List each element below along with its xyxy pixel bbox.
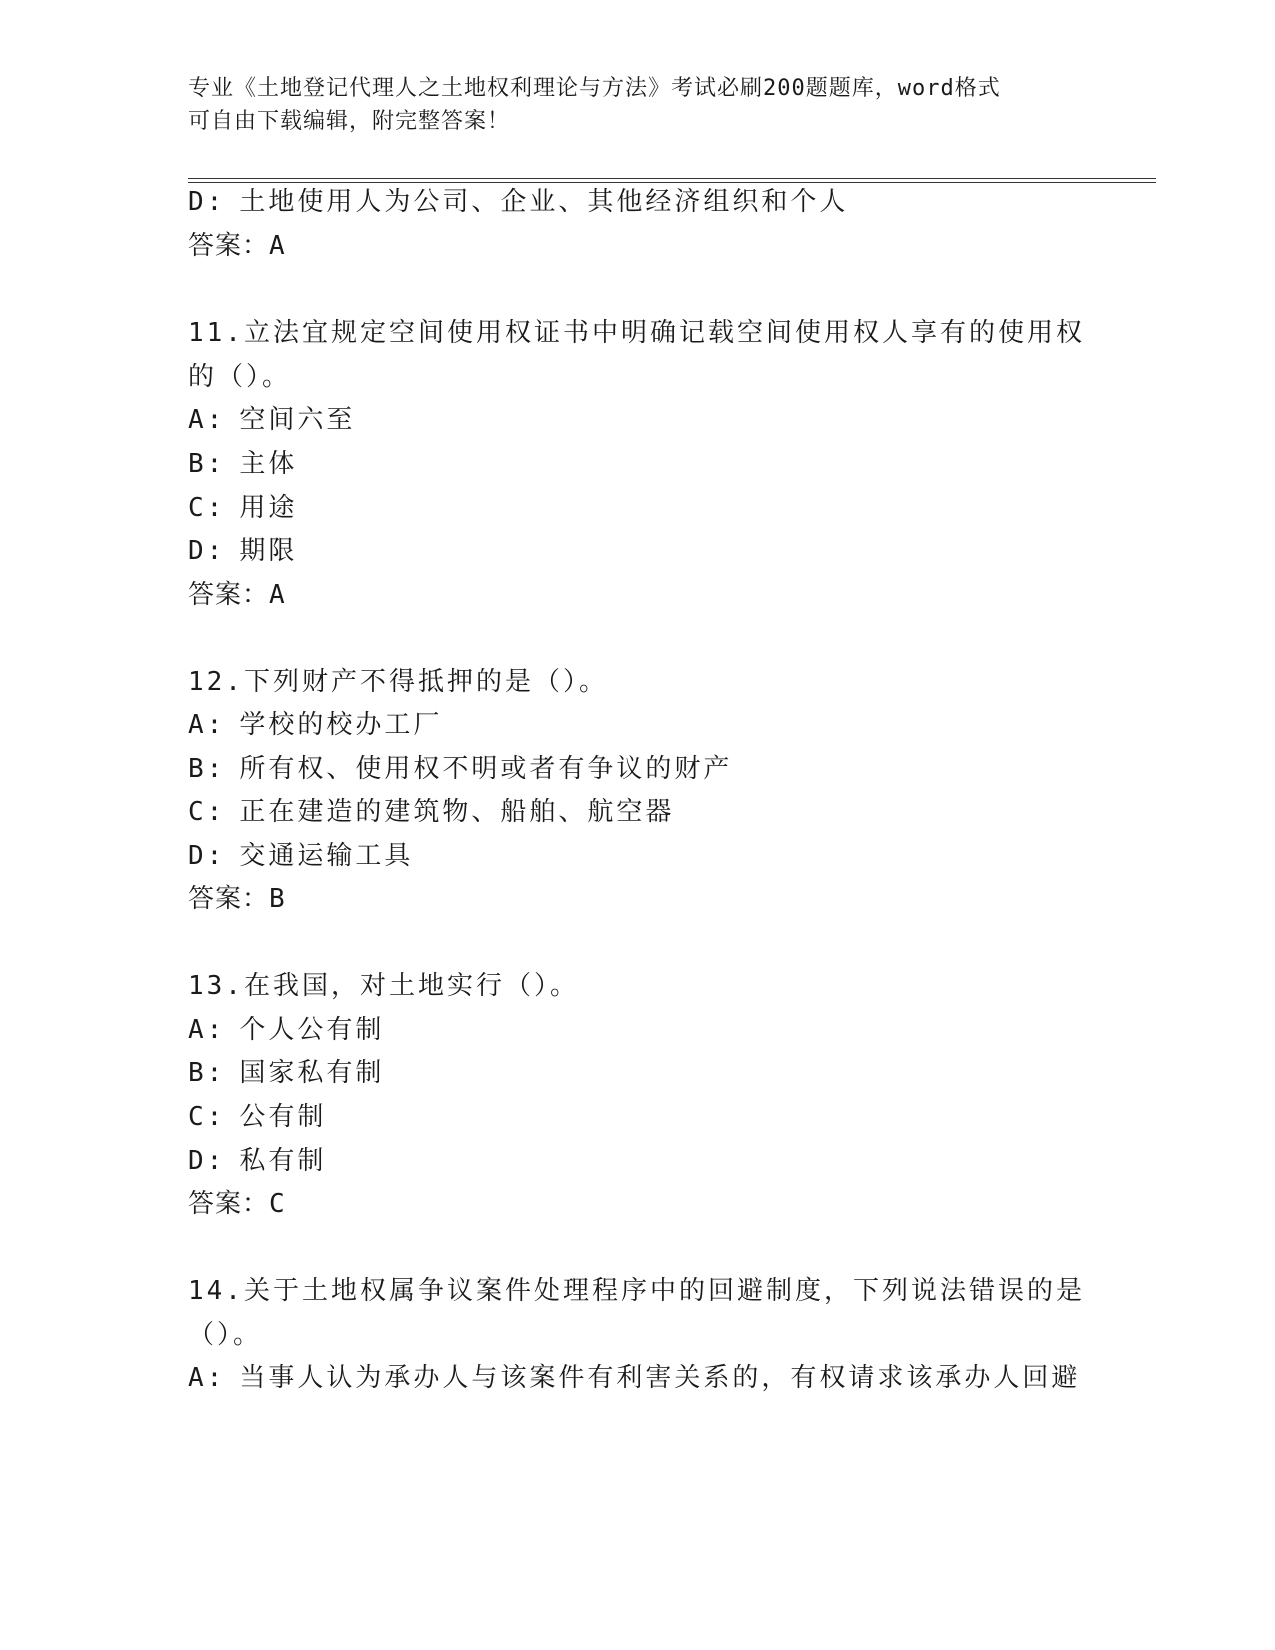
- answer-line: [188, 1189, 286, 1219]
- question-stem-continued: 的（）。: [188, 362, 292, 392]
- option-label: D:: [188, 841, 226, 871]
- header-divider-top: [188, 178, 1156, 179]
- option-text: 期限: [239, 536, 298, 566]
- option-text: 土地使用人为公司、企业、其他经济组织和个人: [239, 187, 849, 217]
- option-label: D:: [188, 1146, 226, 1176]
- answer-value: A: [269, 231, 286, 261]
- option-label: D:: [188, 536, 226, 566]
- option-label: D:: [188, 187, 226, 217]
- option-text: 所有权、使用权不明或者有争议的财产: [239, 754, 733, 784]
- document-header: [188, 72, 1088, 138]
- option-line: [188, 1015, 384, 1045]
- answer-label: 答案：: [188, 1189, 270, 1219]
- question-stem: 12.下列财产不得抵押的是（）。: [188, 667, 608, 697]
- option-line: [188, 1058, 384, 1088]
- option-text: 公有制: [239, 1102, 327, 1132]
- answer-label: 答案：: [188, 580, 270, 610]
- option-text: 空间六至: [239, 405, 356, 435]
- answer-line: [188, 580, 286, 610]
- question-stem: 11.立法宜规定空间使用权证书中明确记载空间使用权人享有的使用权: [188, 318, 1085, 348]
- header-divider-bottom: [188, 182, 1156, 183]
- option-line: [188, 1363, 1080, 1393]
- option-text: 交通运输工具: [239, 841, 414, 871]
- option-label: B:: [188, 1058, 226, 1088]
- option-text: 用途: [239, 493, 298, 523]
- option-line: [188, 449, 297, 479]
- option-text: 国家私有制: [239, 1058, 385, 1088]
- option-label: C:: [188, 797, 226, 827]
- answer-label: 答案：: [188, 884, 270, 914]
- option-text: 私有制: [239, 1146, 327, 1176]
- answer-value: C: [269, 1189, 286, 1219]
- option-line: [188, 1102, 326, 1132]
- option-line: [188, 710, 442, 740]
- option-line: [188, 841, 413, 871]
- option-label: C:: [188, 1102, 226, 1132]
- option-line: [188, 754, 732, 784]
- answer-line: [188, 231, 286, 261]
- question-stem: 13.在我国，对土地实行（）。: [188, 971, 579, 1001]
- answer-value: B: [269, 884, 286, 914]
- option-line: [188, 797, 674, 827]
- answer-value: A: [269, 580, 286, 610]
- answer-line: [188, 884, 286, 914]
- header-line-1: 专业《土地登记代理人之土地权利理论与方法》考试必刷200题题库，word格式: [188, 76, 1001, 101]
- question-stem: 14.关于土地权属争议案件处理程序中的回避制度，下列说法错误的是: [188, 1276, 1085, 1306]
- option-label: C:: [188, 493, 226, 523]
- option-label: B:: [188, 754, 226, 784]
- option-text: 当事人认为承办人与该案件有利害关系的，有权请求该承办人回避: [239, 1363, 1081, 1393]
- option-label: A:: [188, 1015, 226, 1045]
- option-line: [188, 536, 297, 566]
- option-text: 学校的校办工厂: [239, 710, 443, 740]
- answer-label: 答案：: [188, 231, 270, 261]
- option-text: 个人公有制: [239, 1015, 385, 1045]
- header-line-2: 可自由下载编辑，附完整答案！: [188, 109, 511, 134]
- option-label: A:: [188, 405, 226, 435]
- option-line: [188, 493, 297, 523]
- option-line: [188, 405, 355, 435]
- question-stem-continued: （）。: [188, 1320, 263, 1350]
- option-text: 主体: [239, 449, 298, 479]
- option-text: 正在建造的建筑物、船舶、航空器: [239, 797, 675, 827]
- option-label: A:: [188, 710, 226, 740]
- option-label: B:: [188, 449, 226, 479]
- option-line: [188, 1146, 326, 1176]
- option-label: A:: [188, 1363, 226, 1393]
- option-line: [188, 187, 848, 217]
